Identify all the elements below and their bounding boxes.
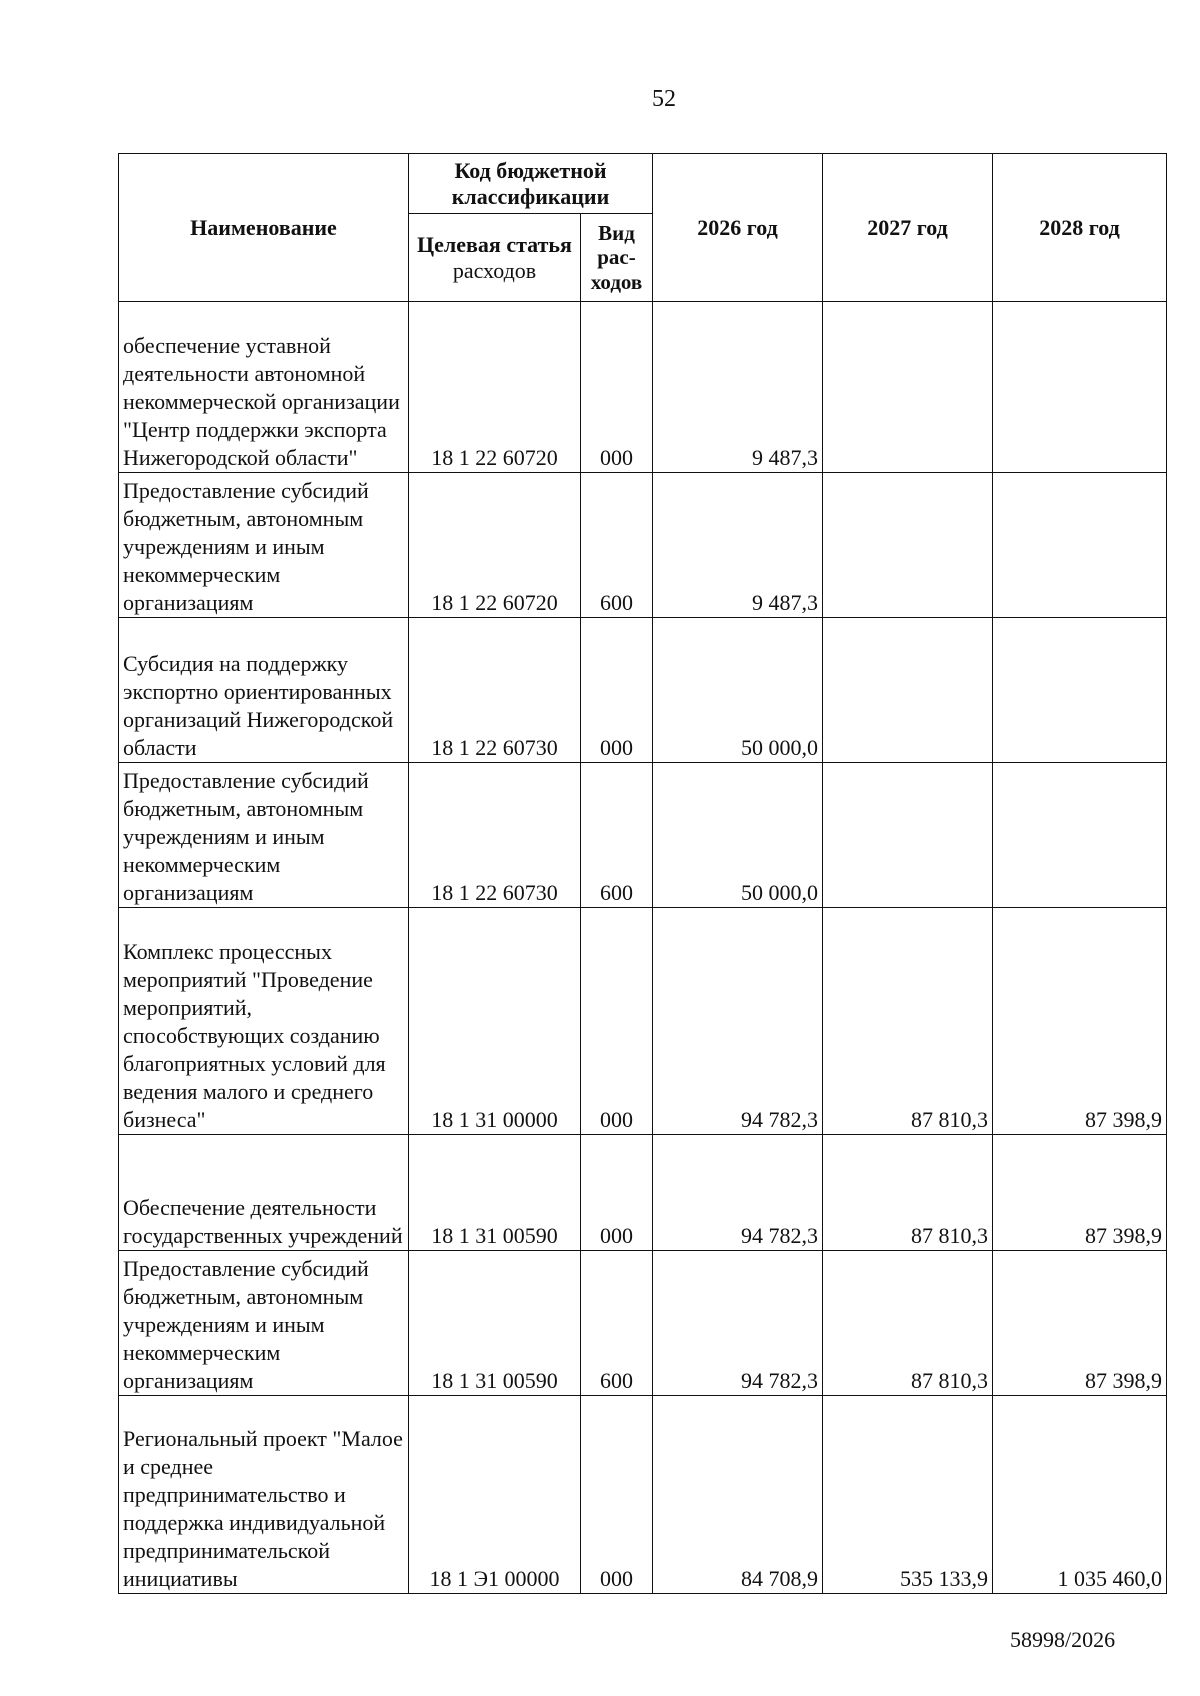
row-target-code: 18 1 22 60720	[409, 473, 581, 618]
row-value-2027: 87 810,3	[823, 1251, 993, 1396]
row-value-2028	[993, 763, 1167, 908]
row-value-2028	[993, 618, 1167, 763]
row-expense-kind: 000	[581, 908, 653, 1135]
row-value-2028: 87 398,9	[993, 908, 1167, 1135]
document-id: 58998/2026	[1010, 1627, 1116, 1652]
row-name: Предоставление субсидий бюджетным, автономным учреждениям и иным некоммерческим организациям	[119, 1251, 409, 1396]
row-name: Субсидия на поддержку экспортно ориентированных организаций Нижегородской области	[119, 618, 409, 763]
row-name: Региональный проект "Малое и среднее предпринимательство и поддержка индивидуальной предпринимательской инициативы	[119, 1396, 409, 1594]
header-2028: 2028 год	[993, 154, 1167, 302]
row-value-2028	[993, 302, 1167, 473]
row-value-2026: 50 000,0	[653, 763, 823, 908]
row-value-2026: 50 000,0	[653, 618, 823, 763]
row-name: Предоставление субсидий бюджетным, автономным учреждениям и иным некоммерческим организациям	[119, 473, 409, 618]
table-row	[119, 1251, 1167, 1396]
row-value-2027: 535 133,9	[823, 1396, 993, 1594]
row-value-2026: 94 782,3	[653, 908, 823, 1135]
header-target-line1: Целевая статья	[417, 232, 572, 258]
row-name: Предоставление субсидий бюджетным, автономным учреждениям и иным некоммерческим организациям	[119, 763, 409, 908]
header-name: Наименование	[119, 154, 409, 302]
budget-table	[118, 153, 1167, 1594]
table-row	[119, 302, 1167, 473]
row-expense-kind: 600	[581, 763, 653, 908]
row-value-2026: 9 487,3	[653, 302, 823, 473]
row-name: Обеспечение деятельности государственных учреждений	[119, 1135, 409, 1251]
header-budget-code-group: Код бюджетной классификации	[409, 154, 653, 214]
row-value-2028	[993, 473, 1167, 618]
row-value-2027	[823, 763, 993, 908]
table-row	[119, 763, 1167, 908]
table-row	[119, 1396, 1167, 1594]
table-header	[119, 154, 1167, 302]
row-value-2026: 84 708,9	[653, 1396, 823, 1594]
row-target-code: 18 1 31 00590	[409, 1251, 581, 1396]
row-value-2026: 94 782,3	[653, 1135, 823, 1251]
table-row	[119, 618, 1167, 763]
row-expense-kind: 000	[581, 1396, 653, 1594]
row-target-code: 18 1 22 60730	[409, 618, 581, 763]
row-value-2027	[823, 302, 993, 473]
table-row	[119, 1135, 1167, 1251]
page-number: 52	[652, 86, 676, 112]
row-value-2028: 87 398,9	[993, 1251, 1167, 1396]
row-name: обеспечение уставной деятельности автономной некоммерческой организации "Центр поддержки экспорта Нижегородской области"	[119, 302, 409, 473]
table-body	[119, 302, 1167, 1594]
row-target-code: 18 1 Э1 00000	[409, 1396, 581, 1594]
row-expense-kind: 000	[581, 302, 653, 473]
row-value-2027: 87 810,3	[823, 908, 993, 1135]
row-target-code: 18 1 22 60730	[409, 763, 581, 908]
row-value-2027	[823, 473, 993, 618]
row-expense-kind: 000	[581, 618, 653, 763]
header-expense-kind: Вид рас-ходов	[581, 214, 653, 302]
table-row	[119, 908, 1167, 1135]
row-value-2028: 1 035 460,0	[993, 1396, 1167, 1594]
row-value-2026: 9 487,3	[653, 473, 823, 618]
header-2027: 2027 год	[823, 154, 993, 302]
header-target-article	[409, 214, 581, 302]
row-expense-kind: 600	[581, 1251, 653, 1396]
header-2026: 2026 год	[653, 154, 823, 302]
row-value-2026: 94 782,3	[653, 1251, 823, 1396]
row-name: Комплекс процессных мероприятий "Проведение мероприятий, способствующих созданию благоприятных условий для ведения малого и среднего бизнеса"	[119, 908, 409, 1135]
row-expense-kind: 600	[581, 473, 653, 618]
row-target-code: 18 1 31 00000	[409, 908, 581, 1135]
row-target-code: 18 1 31 00590	[409, 1135, 581, 1251]
row-value-2027: 87 810,3	[823, 1135, 993, 1251]
table-row	[119, 473, 1167, 618]
row-target-code: 18 1 22 60720	[409, 302, 581, 473]
row-expense-kind: 000	[581, 1135, 653, 1251]
row-value-2028: 87 398,9	[993, 1135, 1167, 1251]
row-value-2027	[823, 618, 993, 763]
header-target-line2: расходов	[452, 257, 537, 283]
